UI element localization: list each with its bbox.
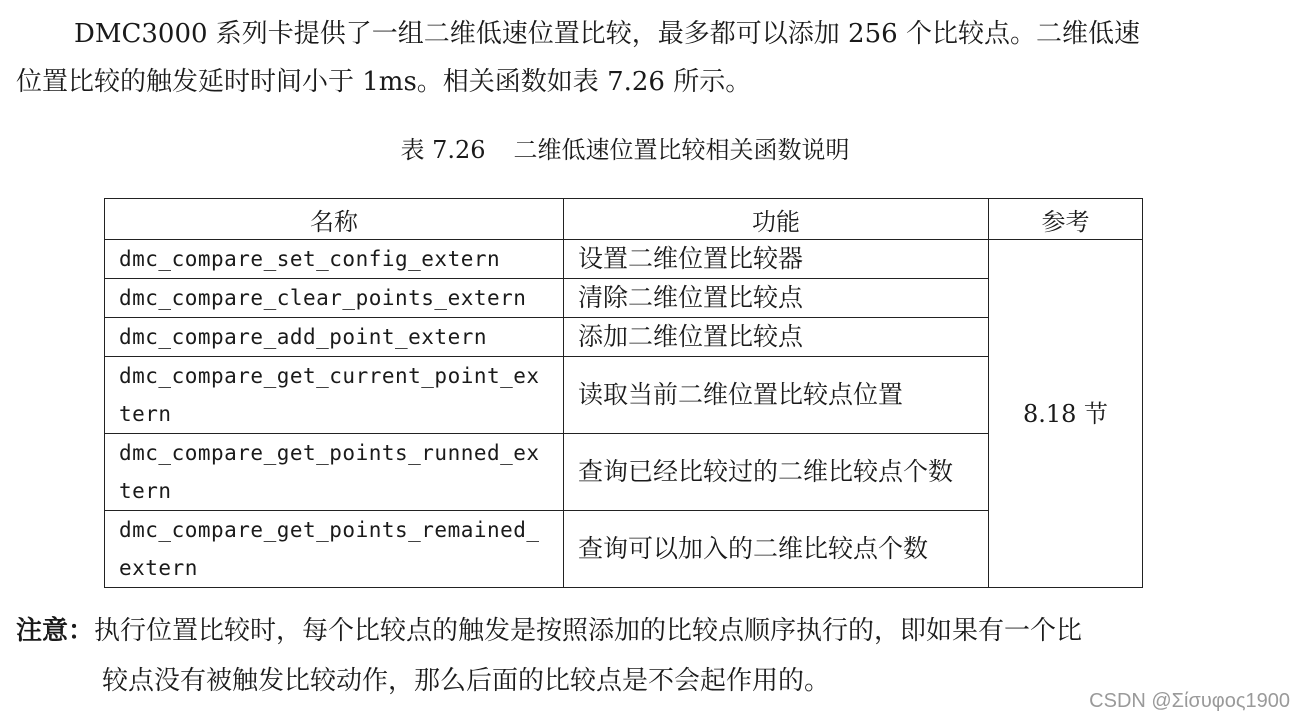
- note-paragraph: [16, 606, 1256, 706]
- function-name-cell: dmc_compare_clear_points_extern: [105, 279, 564, 318]
- table-row: [105, 279, 1143, 318]
- function-name-cell: dmc_compare_get_points_remained_extern: [105, 511, 564, 588]
- note-line-1: 执行位置比较时，每个比较点的触发是按照添加的比较点顺序执行的，即如果有一个比: [94, 616, 1083, 646]
- table-row: [105, 240, 1143, 279]
- table-row: [105, 511, 1143, 588]
- table-row: [105, 434, 1143, 511]
- function-desc-cell: 查询已经比较过的二维比较点个数: [564, 434, 989, 511]
- function-desc-cell: 清除二维位置比较点: [564, 279, 989, 318]
- table-caption-title: 二维低速位置比较相关函数说明: [513, 136, 850, 164]
- intro-paragraph: [16, 10, 1246, 106]
- function-table: [104, 198, 1143, 588]
- header-function: 功能: [564, 199, 989, 240]
- table-row: [105, 357, 1143, 434]
- function-desc-cell: 设置二维位置比较器: [564, 240, 989, 279]
- header-name: 名称: [105, 199, 564, 240]
- note-line-2: 较点没有被触发比较动作，那么后面的比较点是不会起作用的。: [102, 666, 831, 696]
- table-caption-number: 表 7.26: [400, 136, 486, 164]
- function-desc-cell: 读取当前二维位置比较点位置: [564, 357, 989, 434]
- function-desc-cell: 添加二维位置比较点: [564, 318, 989, 357]
- table-caption: [0, 132, 1250, 168]
- header-reference: 参考: [989, 199, 1143, 240]
- intro-line-1: DMC3000 系列卡提供了一组二维低速位置比较，最多都可以添加 256 个比较点。二维低速: [74, 19, 1140, 49]
- table-row: [105, 318, 1143, 357]
- note-label: 注意：: [16, 616, 95, 646]
- intro-line-2: 位置比较的触发延时时间小于 1ms。相关函数如表 7.26 所示。: [16, 67, 752, 97]
- reference-cell: 8.18 节: [989, 240, 1143, 588]
- function-desc-cell: 查询可以加入的二维比较点个数: [564, 511, 989, 588]
- function-name-cell: dmc_compare_get_current_point_extern: [105, 357, 564, 434]
- function-name-cell: dmc_compare_get_points_runned_extern: [105, 434, 564, 511]
- watermark: CSDN @Σίσυφος1900: [1089, 690, 1290, 712]
- table-header-row: [105, 199, 1143, 240]
- function-name-cell: dmc_compare_set_config_extern: [105, 240, 564, 279]
- function-name-cell: dmc_compare_add_point_extern: [105, 318, 564, 357]
